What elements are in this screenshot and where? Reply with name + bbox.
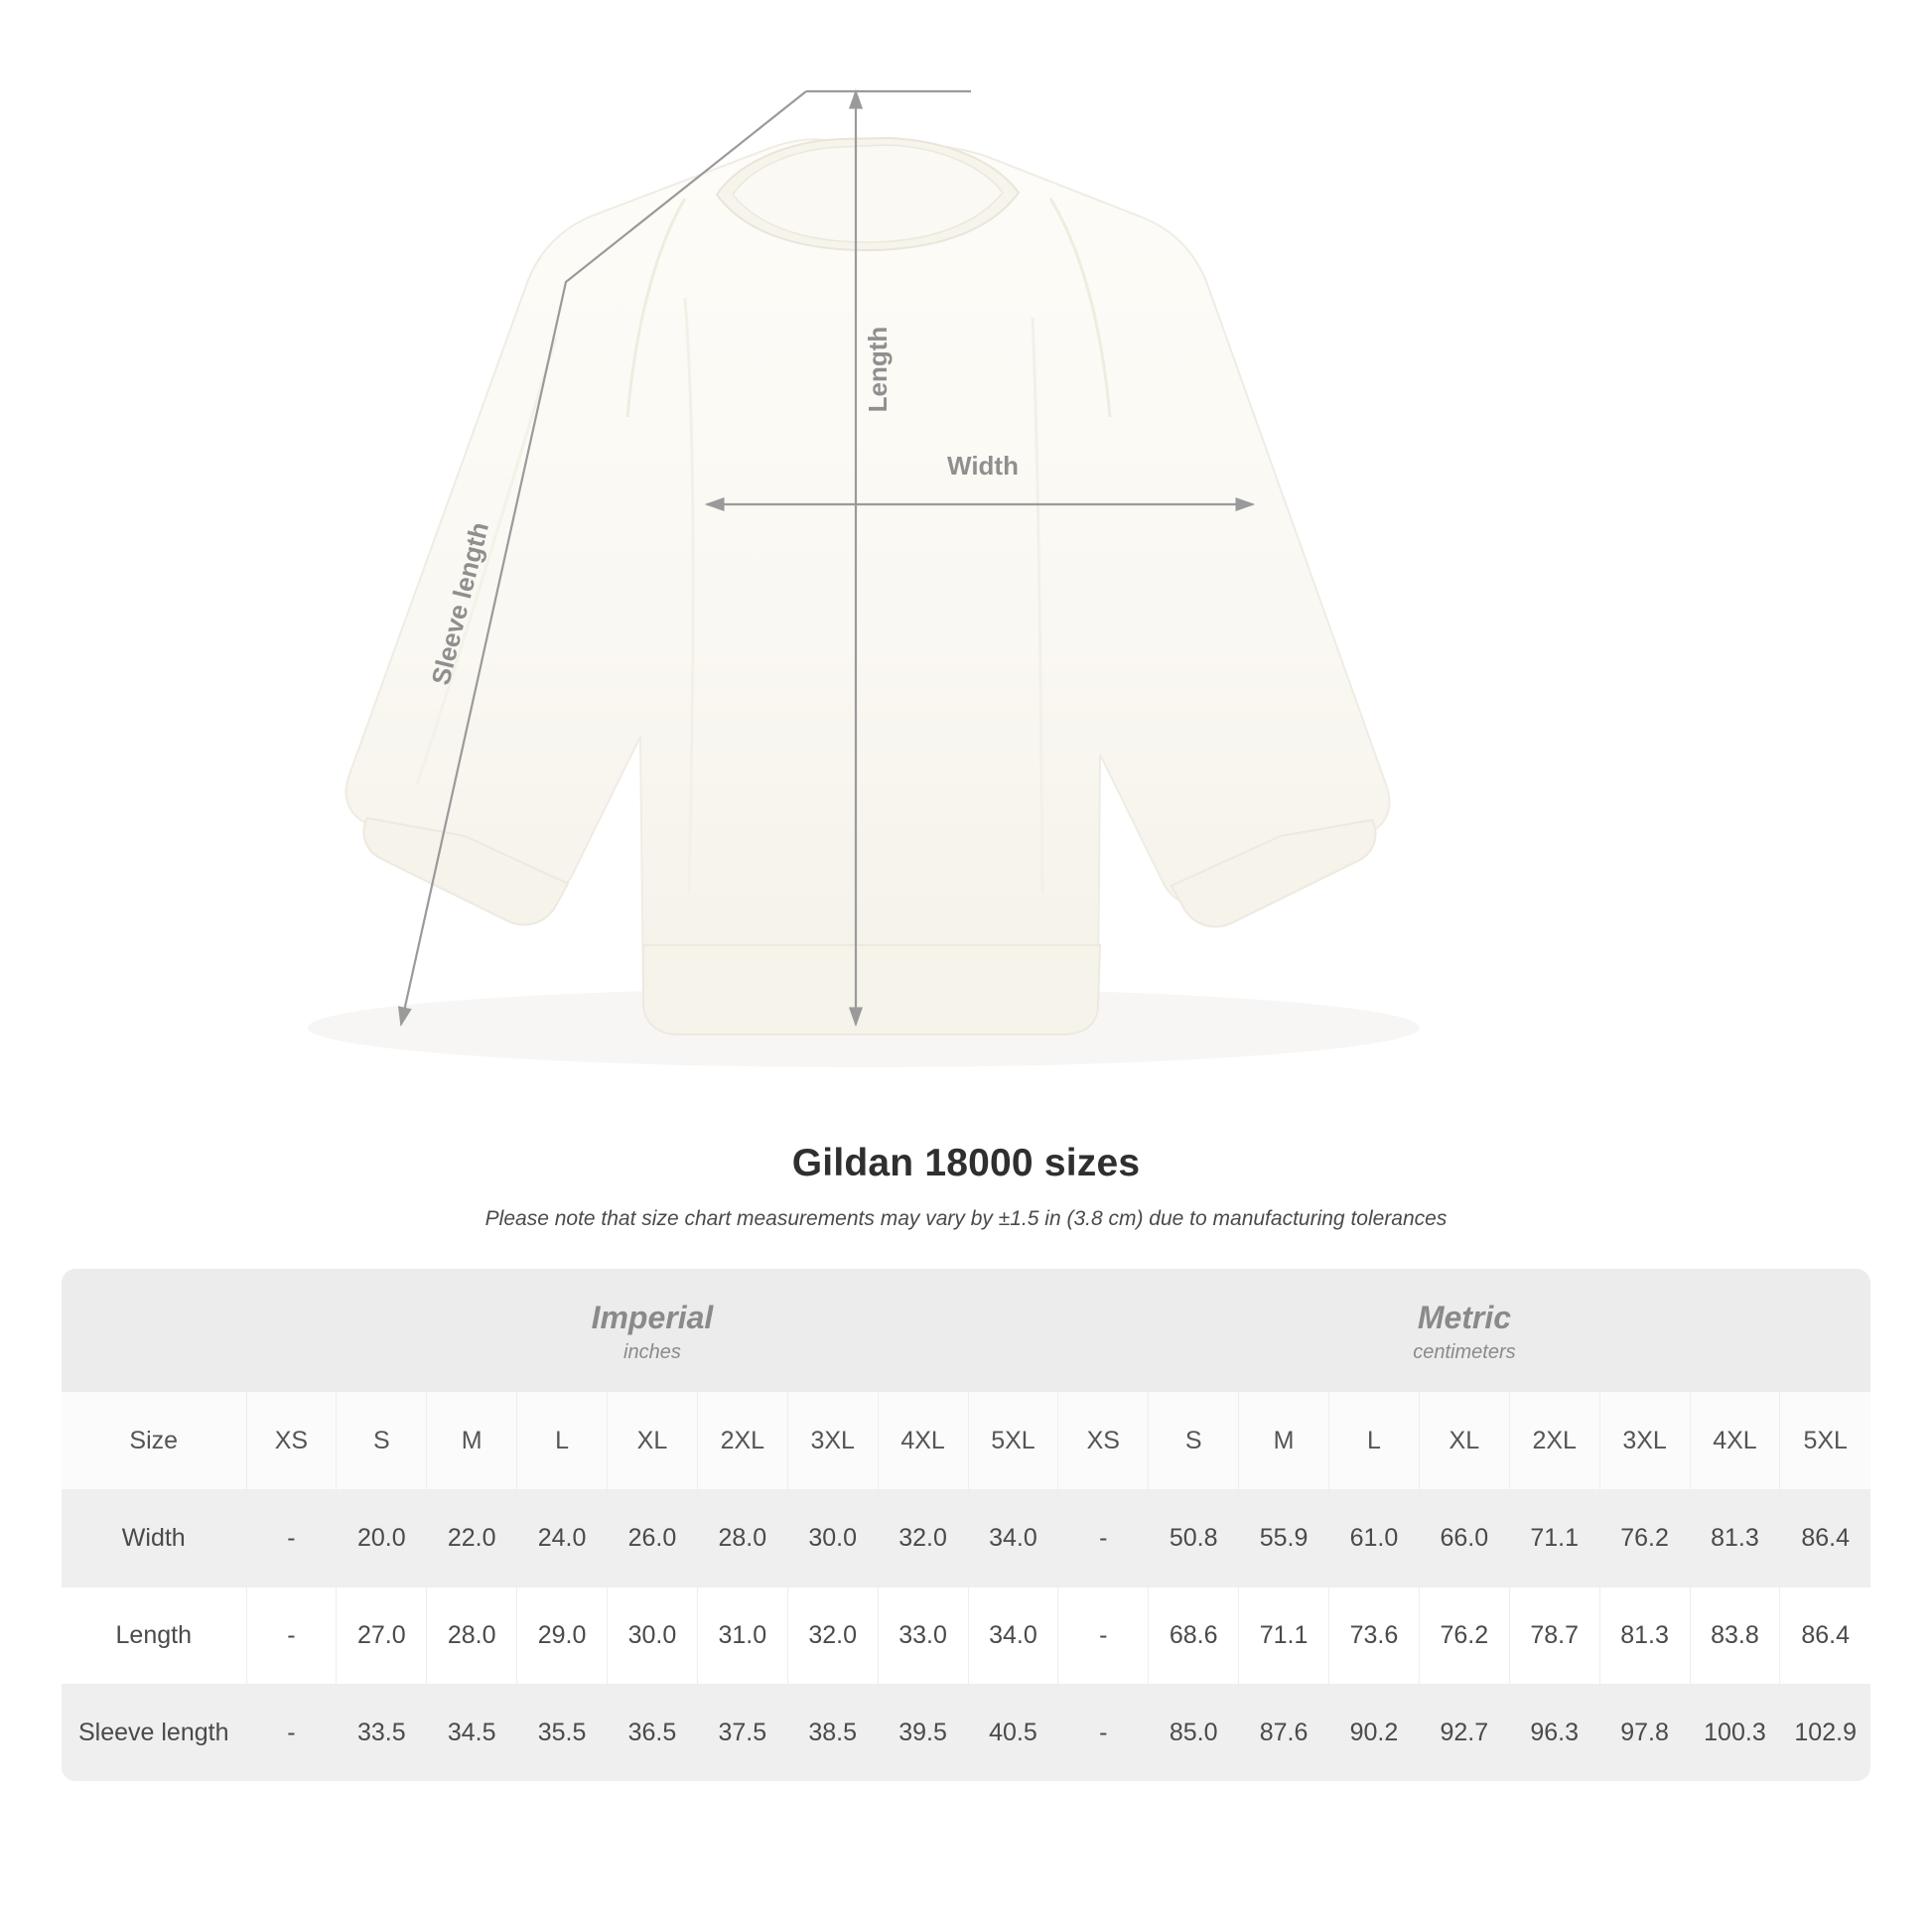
- cell-length-metric-2xl: 78.7: [1509, 1587, 1599, 1685]
- cell-sleeve-imperial-4xl: 39.5: [878, 1685, 968, 1782]
- cell-length-imperial-s: 27.0: [337, 1587, 427, 1685]
- cell-length-imperial-2xl: 31.0: [697, 1587, 787, 1685]
- table-row: [62, 1685, 1870, 1782]
- size-header-label: Size: [62, 1392, 246, 1490]
- cell-width-metric-2xl: 71.1: [1509, 1490, 1599, 1587]
- size-header-metric-s: S: [1149, 1392, 1239, 1490]
- cell-sleeve-metric-xl: 92.7: [1419, 1685, 1509, 1782]
- size-header-metric-3xl: 3XL: [1599, 1392, 1690, 1490]
- cell-length-imperial-l: 29.0: [517, 1587, 608, 1685]
- chart-note: Please note that size chart measurements may vary by ±1.5 in (3.8 cm) due to manufacturing tolerances: [484, 1207, 1448, 1230]
- length-label: Length: [863, 326, 893, 413]
- cell-sleeve-imperial-m: 34.5: [427, 1685, 517, 1782]
- width-label: Width: [947, 451, 1019, 481]
- cell-sleeve-imperial-xs: -: [246, 1685, 337, 1782]
- cell-length-metric-s: 68.6: [1149, 1587, 1239, 1685]
- size-header-metric-l: L: [1329, 1392, 1420, 1490]
- size-header-row: [62, 1392, 1870, 1490]
- cell-length-metric-xl: 76.2: [1419, 1587, 1509, 1685]
- unit-group-metric: [1058, 1269, 1870, 1392]
- unit-header-row: [62, 1269, 1870, 1392]
- cell-sleeve-metric-m: 87.6: [1239, 1685, 1329, 1782]
- cell-sleeve-imperial-3xl: 38.5: [787, 1685, 878, 1782]
- unit-corner-cell: [62, 1269, 246, 1392]
- sweatshirt-shape: [346, 138, 1390, 1035]
- cell-length-metric-4xl: 83.8: [1690, 1587, 1780, 1685]
- unit-group-metric-name: Metric: [1417, 1299, 1512, 1335]
- unit-group-imperial: [246, 1269, 1058, 1392]
- cell-width-imperial-4xl: 32.0: [878, 1490, 968, 1587]
- cell-sleeve-metric-3xl: 97.8: [1599, 1685, 1690, 1782]
- size-header-metric-xl: XL: [1419, 1392, 1509, 1490]
- cell-length-metric-xs: -: [1058, 1587, 1149, 1685]
- size-header-metric-m: M: [1239, 1392, 1329, 1490]
- cell-sleeve-metric-s: 85.0: [1149, 1685, 1239, 1782]
- size-header-imperial-3xl: 3XL: [787, 1392, 878, 1490]
- sleeve-length-label: Sleeve length: [425, 518, 495, 688]
- size-header-imperial-l: L: [517, 1392, 608, 1490]
- cell-width-metric-3xl: 76.2: [1599, 1490, 1690, 1587]
- cell-sleeve-imperial-l: 35.5: [517, 1685, 608, 1782]
- cell-width-metric-l: 61.0: [1329, 1490, 1420, 1587]
- size-table: [62, 1269, 1870, 1781]
- cell-sleeve-metric-2xl: 96.3: [1509, 1685, 1599, 1782]
- size-header-imperial-2xl: 2XL: [697, 1392, 787, 1490]
- cell-sleeve-imperial-s: 33.5: [337, 1685, 427, 1782]
- cell-length-imperial-xs: -: [246, 1587, 337, 1685]
- cell-width-imperial-xl: 26.0: [608, 1490, 698, 1587]
- cell-sleeve-imperial-2xl: 37.5: [697, 1685, 787, 1782]
- unit-group-imperial-name: Imperial: [591, 1299, 714, 1335]
- size-header-metric-2xl: 2XL: [1509, 1392, 1599, 1490]
- cell-length-imperial-4xl: 33.0: [878, 1587, 968, 1685]
- cell-sleeve-metric-5xl: 102.9: [1780, 1685, 1870, 1782]
- size-header-imperial-4xl: 4XL: [878, 1392, 968, 1490]
- size-table-wrapper: [62, 1269, 1870, 1781]
- cell-length-metric-3xl: 81.3: [1599, 1587, 1690, 1685]
- row-label-sleeve-length: Sleeve length: [62, 1685, 246, 1782]
- size-header-imperial-m: M: [427, 1392, 517, 1490]
- cell-length-metric-5xl: 86.4: [1780, 1587, 1870, 1685]
- cell-length-imperial-5xl: 34.0: [968, 1587, 1058, 1685]
- cell-width-metric-s: 50.8: [1149, 1490, 1239, 1587]
- cell-width-metric-xs: -: [1058, 1490, 1149, 1587]
- cell-width-metric-m: 55.9: [1239, 1490, 1329, 1587]
- cell-sleeve-imperial-xl: 36.5: [608, 1685, 698, 1782]
- table-row: [62, 1490, 1870, 1587]
- size-header-metric-4xl: 4XL: [1690, 1392, 1780, 1490]
- cell-width-imperial-m: 22.0: [427, 1490, 517, 1587]
- cell-length-imperial-m: 28.0: [427, 1587, 517, 1685]
- cell-length-imperial-xl: 30.0: [608, 1587, 698, 1685]
- cell-width-imperial-2xl: 28.0: [697, 1490, 787, 1587]
- cell-width-imperial-s: 20.0: [337, 1490, 427, 1587]
- cell-length-metric-m: 71.1: [1239, 1587, 1329, 1685]
- chart-title: Gildan 18000 sizes: [791, 1142, 1141, 1184]
- cell-width-imperial-5xl: 34.0: [968, 1490, 1058, 1587]
- unit-group-metric-sub: centimeters: [1413, 1340, 1516, 1363]
- cell-width-metric-5xl: 86.4: [1780, 1490, 1870, 1587]
- size-header-imperial-s: S: [337, 1392, 427, 1490]
- cell-width-imperial-l: 24.0: [517, 1490, 608, 1587]
- cell-sleeve-imperial-5xl: 40.5: [968, 1685, 1058, 1782]
- size-header-imperial-5xl: 5XL: [968, 1392, 1058, 1490]
- cell-sleeve-metric-l: 90.2: [1329, 1685, 1420, 1782]
- chart-heading: [0, 1142, 1932, 1231]
- size-header-metric-5xl: 5XL: [1780, 1392, 1870, 1490]
- cell-length-imperial-3xl: 32.0: [787, 1587, 878, 1685]
- size-header-imperial-xs: XS: [246, 1392, 337, 1490]
- cell-length-metric-l: 73.6: [1329, 1587, 1420, 1685]
- unit-group-imperial-sub: inches: [623, 1340, 681, 1363]
- size-header-imperial-xl: XL: [608, 1392, 698, 1490]
- cell-width-imperial-xs: -: [246, 1490, 337, 1587]
- size-header-metric-xs: XS: [1058, 1392, 1149, 1490]
- cell-width-imperial-3xl: 30.0: [787, 1490, 878, 1587]
- cell-sleeve-metric-4xl: 100.3: [1690, 1685, 1780, 1782]
- row-label-width: Width: [62, 1490, 246, 1587]
- cell-width-metric-xl: 66.0: [1419, 1490, 1509, 1587]
- cell-sleeve-metric-xs: -: [1058, 1685, 1149, 1782]
- cell-width-metric-4xl: 81.3: [1690, 1490, 1780, 1587]
- row-label-length: Length: [62, 1587, 246, 1685]
- table-row: [62, 1587, 1870, 1685]
